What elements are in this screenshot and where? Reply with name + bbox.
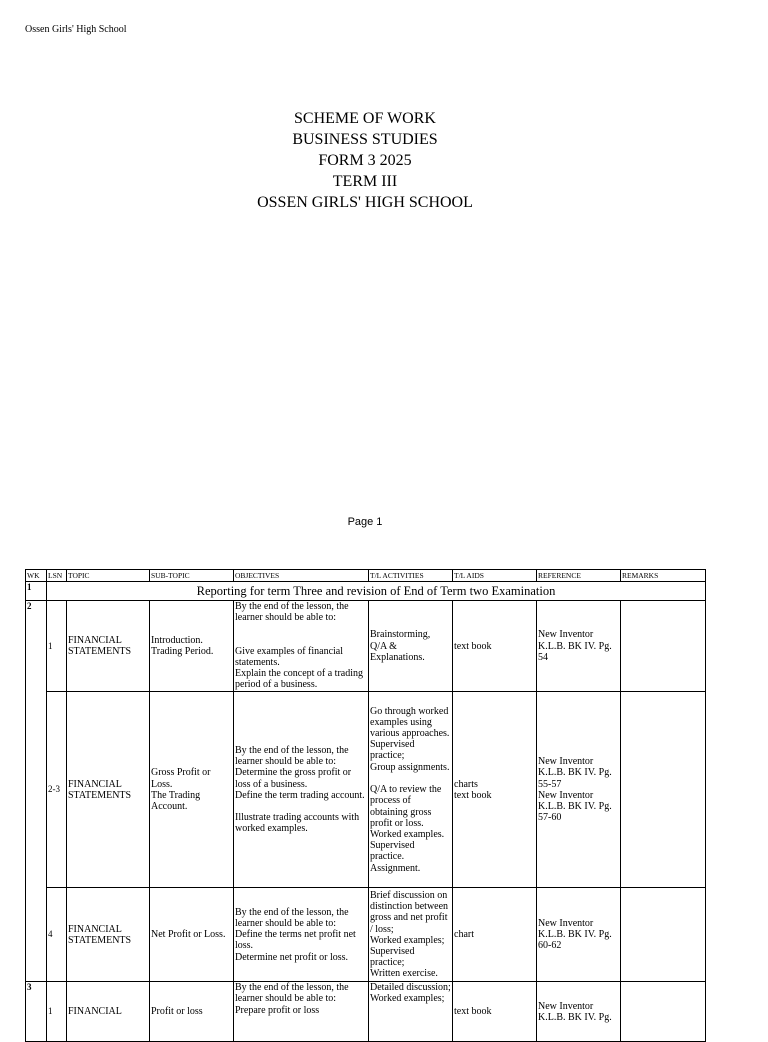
title-line: SCHEME OF WORK: [294, 110, 436, 127]
objectives-cell: By the end of the lesson, the learner should be able to: Define the terms net profit net loss. Determine net profit or loss.: [234, 888, 369, 982]
column-header: LSN: [47, 570, 67, 582]
lesson-cell: 2-3: [47, 692, 67, 888]
lesson-cell: 1: [47, 601, 67, 692]
subtopic-cell: Gross Profit or Loss. The Trading Account.: [150, 692, 234, 888]
week-banner: Reporting for term Three and revision of End of Term two Examination: [47, 582, 706, 601]
activities-cell: Go through worked examples using various approaches. Supervised practice; Group assignments. Q/A to review the process of obtaining gross profit or loss. Worked examples. Supervised practice. Assignment.: [369, 692, 453, 888]
activities-cell: Detailed discussion; Worked examples;: [369, 982, 453, 1042]
reference-cell: New Inventor K.L.B. BK IV. Pg. 55-57 New Inventor K.L.B. BK IV. Pg. 57-60: [537, 692, 621, 888]
table-row: [26, 582, 706, 601]
reference-cell: New Inventor K.L.B. BK IV. Pg.: [537, 982, 621, 1042]
lesson-cell: 1: [47, 982, 67, 1042]
week-cell: 1: [26, 582, 47, 601]
activities-cell: Brainstorming, Q/A & Explanations.: [369, 601, 453, 692]
reference-cell: New Inventor K.L.B. BK IV. Pg. 54: [537, 601, 621, 692]
topic-cell: FINANCIAL STATEMENTS: [67, 601, 150, 692]
aids-cell: chart: [453, 888, 537, 982]
column-header: REFERENCE: [537, 570, 621, 582]
objectives-cell: By the end of the lesson, the learner should be able to: Prepare profit or loss: [234, 982, 369, 1042]
page-number: Page 1: [347, 516, 383, 528]
column-header: WK: [26, 570, 47, 582]
aids-cell: text book: [453, 982, 537, 1042]
objectives-cell: [234, 601, 369, 692]
table-row: [26, 692, 706, 888]
week-cell: 3: [26, 982, 47, 1042]
table-header-row: [26, 570, 706, 582]
topic-cell: FINANCIAL STATEMENTS: [67, 888, 150, 982]
column-header: T/L ACTIVITIES: [369, 570, 453, 582]
subtopic-cell: Net Profit or Loss.: [150, 888, 234, 982]
reference-cell: New Inventor K.L.B. BK IV. Pg. 60-62: [537, 888, 621, 982]
column-header: OBJECTIVES: [234, 570, 369, 582]
objectives-intro: By the end of the lesson, the learner should be able to:: [235, 601, 349, 624]
column-header: REMARKS: [621, 570, 706, 582]
document-title-block: [0, 108, 730, 213]
aids-cell: charts text book: [453, 692, 537, 888]
objectives-list: Give examples of financial statements. Explain the concept of a trading period of a business.: [235, 645, 364, 691]
table-row: [26, 982, 706, 1042]
aids-cell: text book: [453, 601, 537, 692]
remarks-cell: [621, 982, 706, 1042]
remarks-cell: [621, 601, 706, 692]
column-header: SUB-TOPIC: [150, 570, 234, 582]
activities-cell: Brief discussion on distinction between gross and net profit / loss; Worked examples; Supervised practice; Written exercise.: [369, 888, 453, 982]
remarks-cell: [621, 888, 706, 982]
column-header: T/L AIDS: [453, 570, 537, 582]
column-header: TOPIC: [67, 570, 150, 582]
title-line: TERM III: [332, 173, 398, 190]
school-name-header: Ossen Girls' High School: [25, 24, 127, 35]
topic-cell: FINANCIAL: [67, 982, 150, 1042]
remarks-cell: [621, 692, 706, 888]
table-row: [26, 601, 706, 692]
subtopic-cell: Introduction. Trading Period.: [150, 601, 234, 692]
table-row: [26, 888, 706, 982]
topic-cell: FINANCIAL STATEMENTS: [67, 692, 150, 888]
objectives-cell: By the end of the lesson, the learner should be able to: Determine the gross profit or loss of a business. Define the term trading account. Illustrate trading accounts with worked examples.: [234, 692, 369, 888]
title-line: FORM 3 2025: [318, 152, 412, 169]
subtopic-cell: Profit or loss: [150, 982, 234, 1042]
scheme-table: [25, 569, 706, 1042]
lesson-cell: 4: [47, 888, 67, 982]
title-line: BUSINESS STUDIES: [292, 131, 438, 148]
title-line: OSSEN GIRLS' HIGH SCHOOL: [257, 194, 473, 211]
week-cell: 2: [26, 601, 47, 982]
